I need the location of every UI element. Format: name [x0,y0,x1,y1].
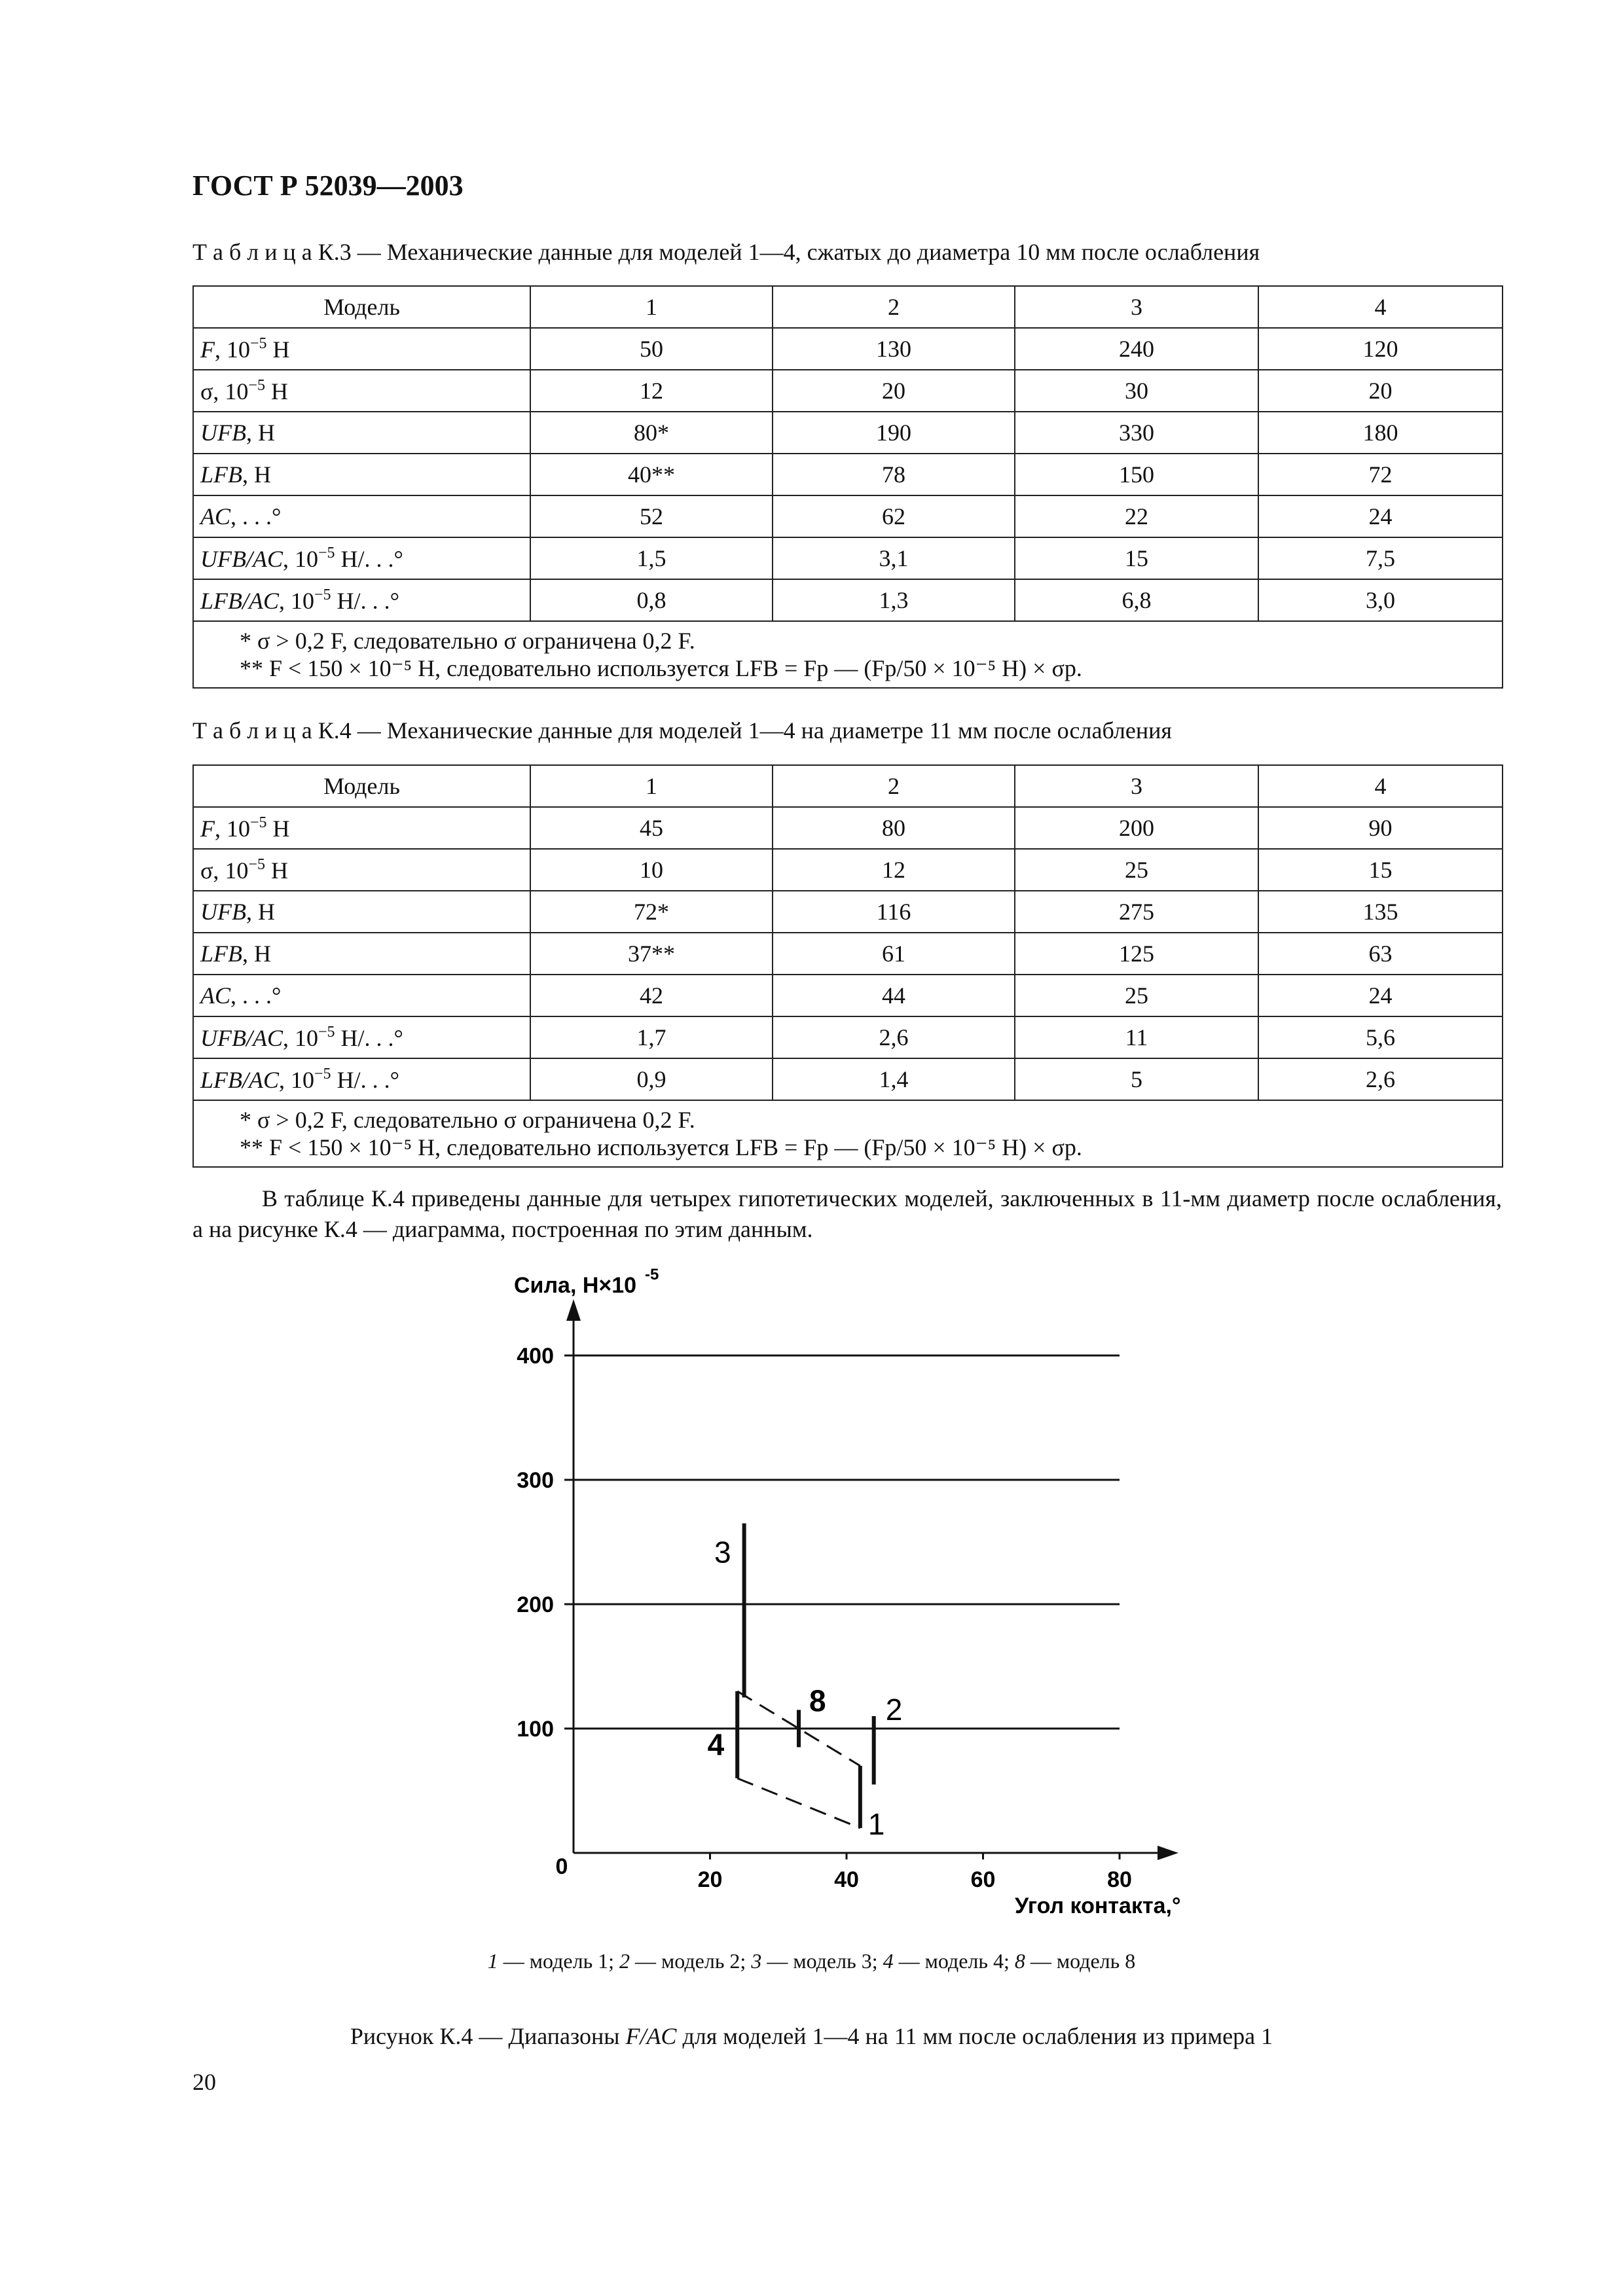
body-paragraph: В таблице К.4 приведены данные для четырех гипотетических моделей, заключенных в 11-мм диаметр после ослабления, а на рисунке К.4 — диаграмма, построенная по этим данным. [192,1185,1502,1242]
table-cell: 37** [530,933,773,975]
label-unit: , Н [246,899,275,925]
label-text: AC [200,503,231,529]
label-text: UFB/AC [200,1024,283,1051]
legend-number: 3 [751,1949,762,1973]
label-text: F [200,336,215,363]
legend-number: 8 [1014,1949,1025,1973]
figure-title-formula: F/AC [625,2023,677,2049]
table-cell: 24 [1258,975,1503,1016]
table-cell: 180 [1258,412,1503,454]
table-cell: 190 [773,412,1015,454]
label-text: , 10 [279,1066,315,1093]
label-unit: Н/. . .° [331,587,399,614]
label-text: , 10 [215,815,250,842]
header-model: Модель [193,765,530,807]
table-cell: 72* [530,891,773,933]
label-text: , 10 [215,336,250,363]
label-text: UFB [200,899,246,925]
table-cell: 40** [530,454,773,495]
range-label-8: 8 [809,1683,826,1718]
x-tick-label: 20 [697,1867,723,1892]
label-text: UFB/AC [200,545,283,572]
label-text: LFB/AC [200,587,280,614]
label-exponent: −5 [250,814,267,831]
label-unit: , Н [242,941,272,967]
table-cell: 52 [530,495,773,537]
header-cell: 2 [773,765,1015,807]
table-cell: 5,6 [1258,1016,1503,1058]
table-note: ** F < 150 × 10⁻⁵ Н, следовательно используется LFB = Fp — (Fp/50 × 10⁻⁵ Н) × σp. [240,655,1082,681]
table-note: * σ > 0,2 F, следовательно σ ограничена 0,2 F. [240,1107,695,1133]
table-cell: 1,4 [773,1058,1015,1100]
label-unit: Н/. . .° [335,545,403,572]
table-cell: 10 [530,849,773,891]
figure-title-part: Рисунок К.4 — Диапазоны [350,2023,626,2049]
table-cell: 20 [1258,370,1503,412]
caption-text: К.4 — Механические данные для моделей 1—4 на диаметре 11 мм после ослабления [312,717,1172,744]
table-cell: 150 [1015,454,1258,495]
header-cell: 4 [1258,765,1503,807]
table-cell: 2,6 [1258,1058,1503,1100]
x-axis-arrow [1158,1846,1178,1860]
document-header: ГОСТ Р 52039—2003 [192,170,464,202]
header-cell: 4 [1258,286,1503,328]
table-note: ** F < 150 × 10⁻⁵ Н, следовательно используется LFB = Fp — (Fp/50 × 10⁻⁵ Н) × σp. [240,1134,1082,1160]
label-text: σ, 10 [200,378,249,404]
figure-title [0,2022,1623,2050]
y-tick-label: 400 [517,1344,554,1369]
legend-text: — модель 4; [893,1949,1015,1973]
y-tick-label: 200 [517,1592,554,1617]
origin-label: 0 [555,1854,568,1879]
range-label-3: 3 [714,1535,731,1570]
label-unit: Н/. . .° [335,1024,403,1051]
caption-text: К.3 — Механические данные для моделей 1—4, сжатых до диаметра 10 мм после ослабления [312,239,1260,265]
table-cell: 15 [1258,849,1503,891]
table-cell: 6,8 [1015,579,1258,621]
table-cell: 12 [530,370,773,412]
table-note: * σ > 0,2 F, следовательно σ ограничена 0,2 F. [240,628,695,654]
label-text: σ, 10 [200,857,249,884]
y-axis-arrow [566,1299,581,1321]
table-cell: 80 [773,807,1015,849]
table-cell: 62 [773,495,1015,537]
table-cell: 24 [1258,495,1503,537]
y-tick-label: 300 [517,1468,554,1493]
x-tick-label: 80 [1107,1867,1132,1892]
label-unit: , . . .° [230,982,282,1009]
legend-number: 4 [883,1949,894,1973]
legend-number: 1 [487,1949,498,1973]
table-cell: 11 [1015,1016,1258,1058]
table-cell: 61 [773,933,1015,975]
table-cell: 22 [1015,495,1258,537]
table-cell: 25 [1015,975,1258,1016]
table-cell: 116 [773,891,1015,933]
table-cell: 7,5 [1258,537,1503,579]
table-cell: 80* [530,412,773,454]
dashed-link [737,1778,860,1828]
caption-prefix: Т а б л и ц а [192,239,312,265]
table-cell: 72 [1258,454,1503,495]
header-cell: 2 [773,286,1015,328]
table-cell: 200 [1015,807,1258,849]
table-cell: 120 [1258,328,1503,370]
header-cell: 1 [530,765,773,807]
figure-title-part: для моделей 1—4 на 11 мм после ослабления из примера 1 [676,2023,1273,2049]
label-exponent: −5 [314,1065,331,1083]
x-tick-label: 60 [970,1867,996,1892]
header-cell: 3 [1015,286,1258,328]
table-cell: 240 [1015,328,1258,370]
label-text: UFB [200,420,246,446]
table-cell: 275 [1015,891,1258,933]
page-number: 20 [192,2069,216,2095]
table-cell: 1,7 [530,1016,773,1058]
x-axis-title: Угол контакта,° [1015,1893,1181,1918]
table-cell: 45 [530,807,773,849]
table-cell: 50 [530,328,773,370]
label-unit: , Н [246,420,275,446]
header-model: Модель [193,286,530,328]
label-exponent: −5 [314,586,331,603]
label-text: AC [200,982,231,1009]
table-cell: 12 [773,849,1015,891]
label-unit: Н [264,378,288,404]
label-unit: Н/. . .° [331,1066,399,1093]
table-cell: 1,5 [530,537,773,579]
label-unit: , Н [242,461,272,488]
table-cell: 130 [773,328,1015,370]
legend-number: 2 [619,1949,630,1973]
table-cell: 0,9 [530,1058,773,1100]
table-cell: 20 [773,370,1015,412]
table-cell: 63 [1258,933,1503,975]
label-text: LFB [200,461,243,488]
label-unit: Н [266,815,290,842]
table-cell: 125 [1015,933,1258,975]
table-cell: 330 [1015,412,1258,454]
caption-prefix: Т а б л и ц а [192,717,312,744]
label-unit: , . . .° [230,503,282,529]
table-cell: 0,8 [530,579,773,621]
label-text: LFB/AC [200,1066,280,1093]
table-cell: 90 [1258,807,1503,849]
table-cell: 2,6 [773,1016,1015,1058]
label-text: F [200,815,215,842]
table-cell: 44 [773,975,1015,1016]
table-cell: 30 [1015,370,1258,412]
legend-text: — модель 8 [1025,1949,1136,1973]
legend-text: — модель 3; [761,1949,883,1973]
legend-text: — модель 2; [630,1949,752,1973]
table-cell: 135 [1258,891,1503,933]
label-unit: Н [266,336,290,363]
label-text: , 10 [282,1024,318,1051]
label-text: , 10 [279,587,315,614]
label-text: , 10 [282,545,318,572]
table-cell: 78 [773,454,1015,495]
header-cell: 1 [530,286,773,328]
range-label-4: 4 [707,1727,725,1762]
y-axis-title-exponent: -5 [645,1266,659,1283]
x-tick-label: 40 [834,1867,859,1892]
figure-legend [0,1949,1623,1973]
legend-text: — модель 1; [498,1949,620,1973]
table-cell: 5 [1015,1058,1258,1100]
range-label-2: 2 [885,1693,903,1727]
label-exponent: −5 [248,376,265,394]
table-cell: 42 [530,975,773,1016]
label-exponent: −5 [250,334,267,352]
label-exponent: −5 [318,1023,335,1041]
table-cell: 25 [1015,849,1258,891]
label-exponent: −5 [248,855,265,873]
label-exponent: −5 [318,544,335,562]
label-unit: Н [264,857,288,884]
range-label-1: 1 [867,1807,885,1841]
table-cell: 15 [1015,537,1258,579]
label-text: LFB [200,941,243,967]
y-tick-label: 100 [517,1717,554,1742]
y-axis-title: Сила, Н×10 [514,1273,637,1298]
table-cell: 3,0 [1258,579,1503,621]
table-cell: 3,1 [773,537,1015,579]
header-cell: 3 [1015,765,1258,807]
table-cell: 1,3 [773,579,1015,621]
